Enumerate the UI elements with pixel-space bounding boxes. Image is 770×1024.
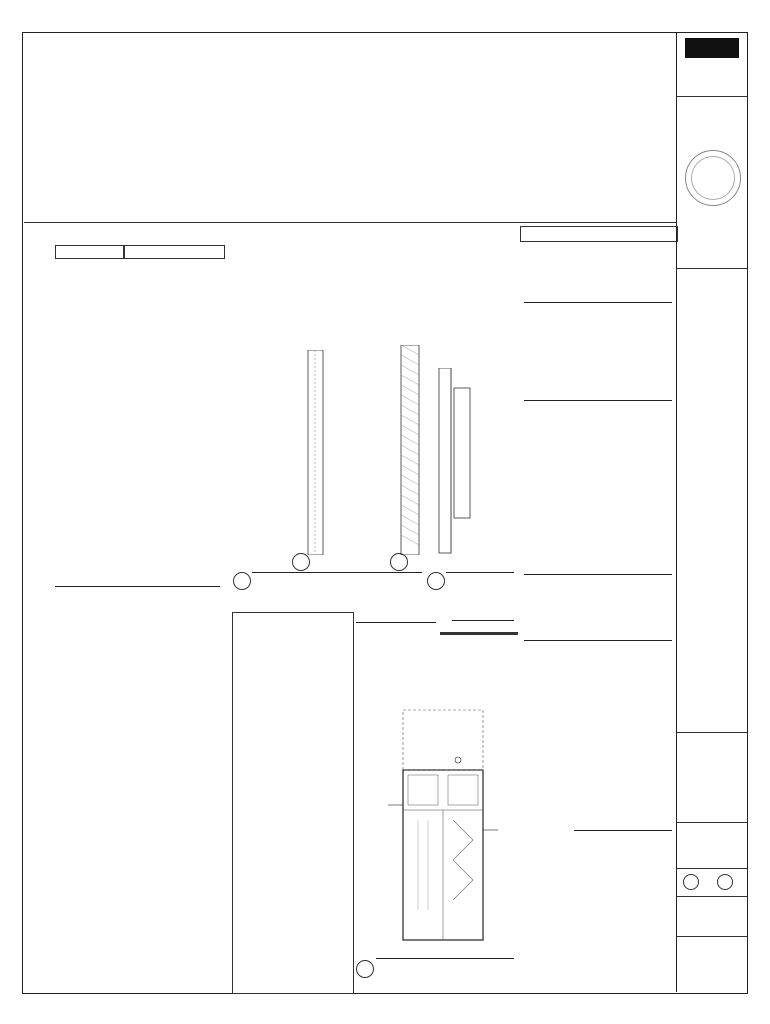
- occupancy-title: [356, 622, 436, 623]
- code-plan-title: [376, 958, 514, 959]
- consultants-list: [230, 267, 515, 327]
- exterior-wall-tag-icon: [390, 553, 408, 571]
- project-info-header: [520, 226, 678, 242]
- fe-cabinet-tag: [427, 572, 445, 590]
- plan-north-icon: [683, 874, 699, 890]
- egress-legend-title: [452, 620, 514, 621]
- code-plan-drawing: [358, 660, 518, 960]
- interior-wall-tag-icon: [292, 553, 310, 571]
- misc-title: [524, 574, 672, 575]
- abbreviations-title: [55, 586, 220, 587]
- material-legend-list: [55, 262, 125, 562]
- egress-title: [524, 640, 672, 641]
- grid-numbers-top: [30, 20, 710, 30]
- exterior-wall-drawing: [395, 345, 425, 555]
- code-plan-tag: [356, 960, 374, 978]
- egress-legend-table: [440, 632, 518, 635]
- material-legend-header: [55, 245, 125, 259]
- fe-cabinet-title: [446, 572, 514, 573]
- interior-wall-drawing: [306, 350, 326, 555]
- seal-inner-ring: [691, 156, 735, 200]
- wall-types-tag: [233, 572, 251, 590]
- toc-box: [232, 612, 354, 994]
- title-block: [676, 32, 747, 992]
- firm-logo: [685, 38, 739, 58]
- abbreviations-table: [55, 600, 227, 988]
- fe-cabinet-section-drawing: [436, 368, 476, 558]
- symbols-header: [123, 245, 225, 259]
- code-review-title: [524, 302, 672, 303]
- plumbing-title: [574, 830, 672, 831]
- symbols-list: [123, 262, 223, 562]
- true-north-icon: [717, 874, 733, 890]
- wall-types-title: [252, 572, 422, 573]
- fire-resistance-title: [524, 400, 672, 401]
- grid-numbers-bottom: [30, 995, 710, 1005]
